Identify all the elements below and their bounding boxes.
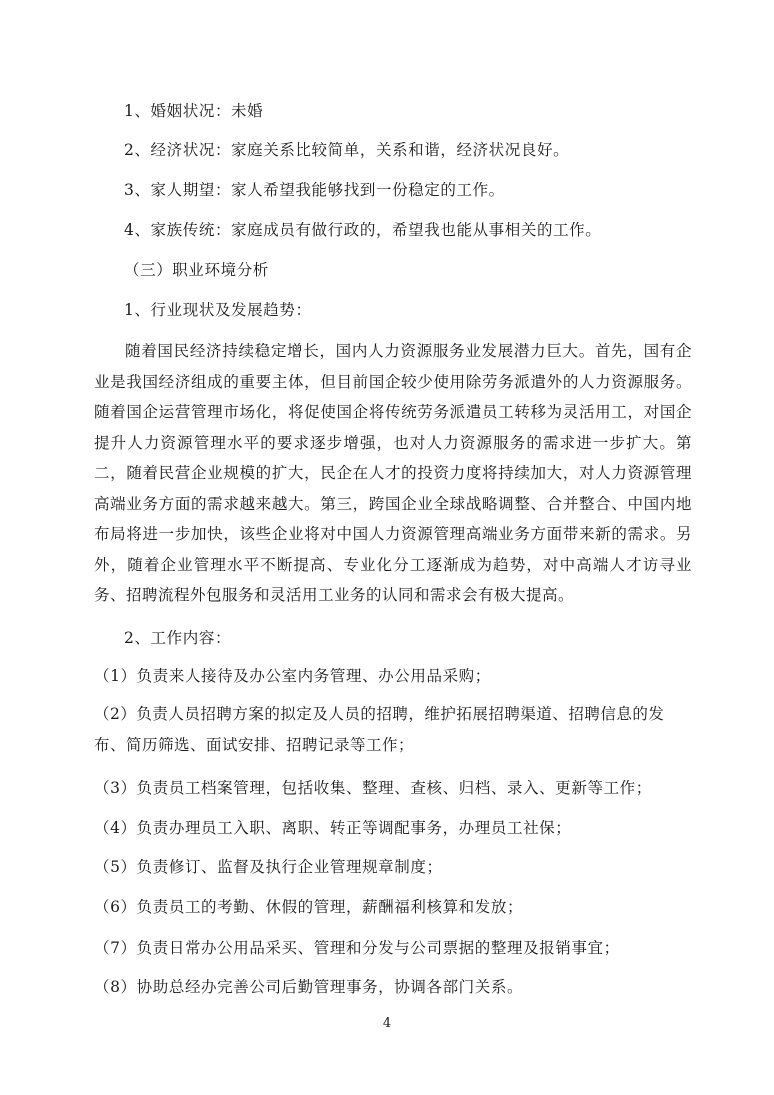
family-item-marital-status: 1、婚姻状况：未婚 [124, 102, 264, 120]
family-item-family-expectation: 3、家人期望：家人希望我能够找到一份稳定的工作。 [124, 181, 505, 199]
duty-item-3: （3）负责员工档案管理，包括收集、整理、查核、归档、录入、更新等工作； [94, 779, 652, 797]
duty-item-4: （4）负责办理员工入职、离职、转正等调配事务，办理员工社保； [94, 819, 572, 837]
duty-item-6: （6）负责员工的考勤、休假的管理，薪酬福利核算和发放； [94, 898, 524, 916]
duty-item-8: （8）协助总经办完善公司后勤管理事务，协调各部门关系。 [94, 978, 524, 996]
duty-item-2: （2）负责人员招聘方案的拟定及人员的招聘，维护拓展招聘渠道、招聘信息的发布、简历筛选、面试安排、招聘记录等工作； [94, 705, 665, 754]
subheading-industry-status: 1、行业现状及发展趋势： [124, 301, 312, 319]
industry-analysis-paragraph: 随着国民经济持续稳定增长，国内人力资源服务业发展潜力巨大。首先，国有企业是我国经济组成的重要主体，但目前国企较少使用除劳务派遣外的人力资源服务。随着国企运营管理市场化，将促使国企将传统劳务派遣员工转移为灵活用工，对国企提升人力资源管理水平的要求逐步增强，也对人力资源服务的需求进一步扩大。第二，随着民营企业规模的扩大，民企在人才的投资力度将持续加大，对人力资源管理高端业务方面的需求越来越大。第三，跨国企业全球战略调整、合并整合、中国内地布局将进一步加快，该些企业将对中国人力资源管理高端业务方面带来新的需求。另外，随着企业管理水平不断提高、专业化分工逐渐成为趋势，对中高端人才访寻业务、招聘流程外包服务和灵活用工业务的认同和需求会有极大提高。 [94, 342, 692, 604]
duty-item-1: （1）负责来人接待及办公室内务管理、办公用品采购； [94, 667, 491, 685]
family-item-family-tradition: 4、家族传统：家庭成员有做行政的，希望我也能从事相关的工作。 [124, 221, 602, 239]
section-heading-career-environment: （三）职业环境分析 [124, 261, 269, 279]
subheading-job-content: 2、工作内容： [124, 629, 232, 647]
family-item-economic-status: 2、经济状况：家庭关系比较简单，关系和谐，经济状况良好。 [124, 141, 570, 159]
page-number: 4 [382, 1016, 392, 1031]
duty-item-7: （7）负责日常办公用品采买、管理和分发与公司票据的整理及报销事宜； [94, 939, 620, 957]
duty-item-5: （5）负责修订、监督及执行企业管理规章制度； [94, 858, 443, 876]
